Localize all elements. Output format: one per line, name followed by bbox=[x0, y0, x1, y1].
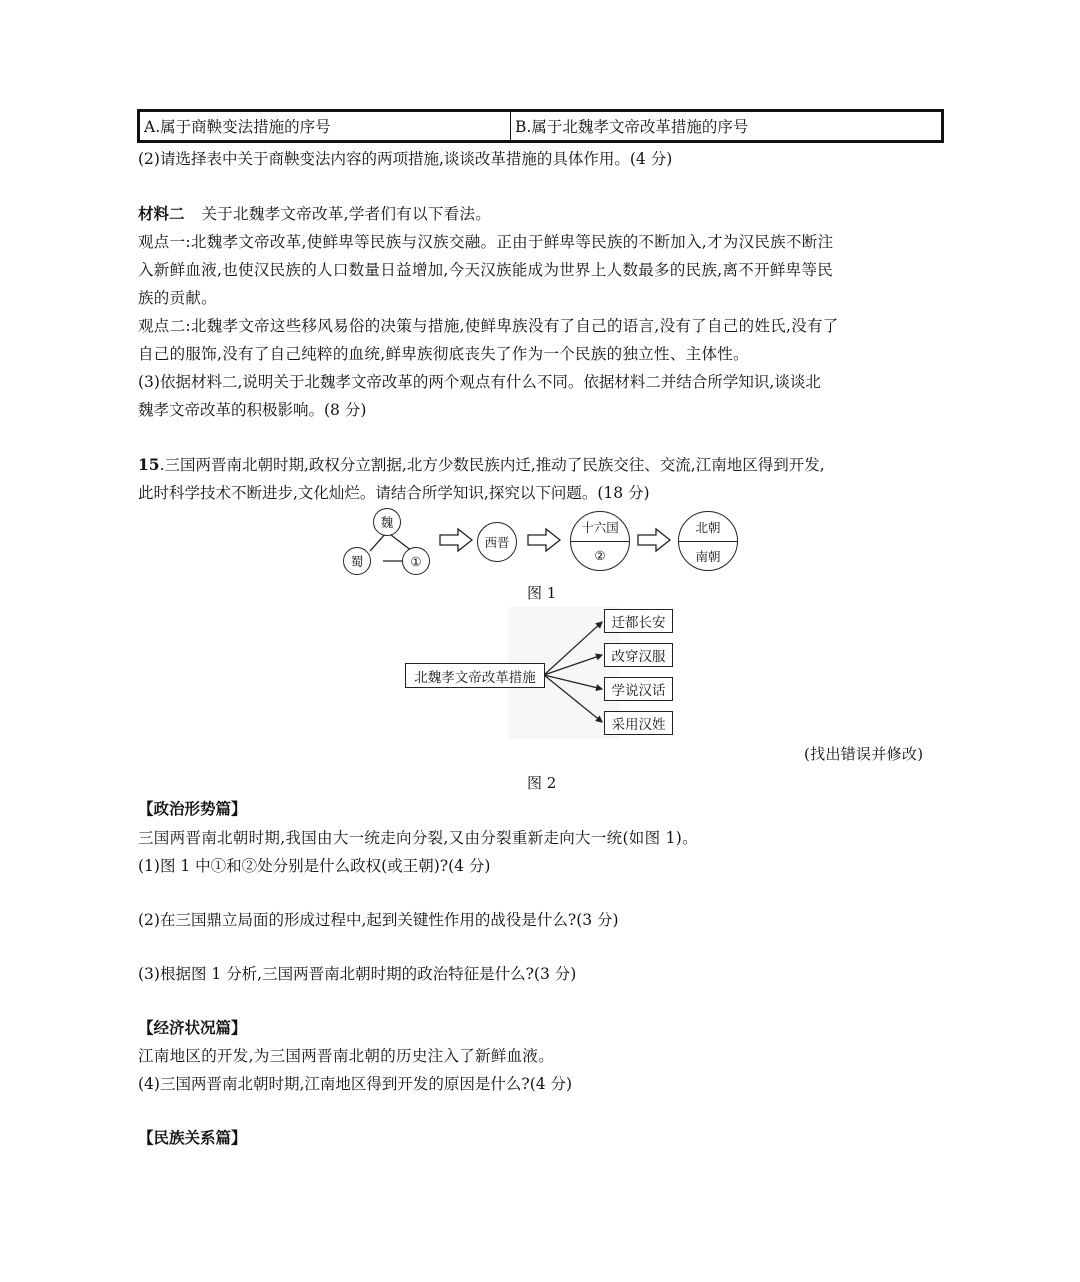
view1-line-1: 观点一:北魏孝文帝改革,使鲜卑等民族与汉族交融。正由于鲜卑等民族的不断加入,才为汉民族不断注 bbox=[138, 233, 834, 251]
beichao-label: 北朝 bbox=[695, 519, 721, 535]
shiliuguo-label: 十六国 bbox=[581, 519, 619, 535]
measure-item: 采用汉姓 bbox=[604, 711, 673, 735]
politics-q3: (3)根据图 1 分析,三国两晋南北朝时期的政治特征是什么?(3 分) bbox=[138, 965, 577, 983]
measure-item: 改穿汉服 bbox=[604, 643, 673, 667]
view2-line-1: 观点二:北魏孝文帝这些移风易俗的决策与措施,使鲜卑族没有了自己的语言,没有了自己的姓氏,没有了 bbox=[138, 317, 839, 335]
material2-intro: 关于北魏孝文帝改革,学者们有以下看法。 bbox=[201, 205, 492, 223]
reform-measures-box: 北魏孝文帝改革措施 bbox=[405, 663, 545, 688]
politics-intro: 三国两晋南北朝时期,我国由大一统走向分裂,又由分裂重新走向大一统(如图 1)。 bbox=[138, 829, 698, 847]
material2-label: 材料二 bbox=[138, 204, 185, 223]
dynasty-nanbeichao bbox=[678, 511, 738, 571]
question-3-line-2: 魏孝文帝改革的积极影响。(8 分) bbox=[138, 401, 367, 419]
question-15-line-1 bbox=[138, 455, 948, 475]
view2-line-2: 自己的服饰,没有了自己纯粹的血统,鲜卑族彻底丧失了作为一个民族的独立性、主体性。 bbox=[138, 345, 749, 363]
figure-1-caption: 图 1 bbox=[527, 584, 557, 602]
view1-line-3: 族的贡献。 bbox=[138, 289, 218, 307]
dynasty-xijin: 西晋 bbox=[477, 522, 517, 562]
politics-q1: (1)图 1 中①和②处分别是什么政权(或王朝)?(4 分) bbox=[138, 857, 491, 875]
material2-header bbox=[138, 204, 948, 224]
ethnic-heading: 【民族关系篇】 bbox=[138, 1128, 247, 1147]
arrow-icon bbox=[528, 529, 560, 551]
figure-2-arrows bbox=[540, 605, 610, 740]
question-15-text-1: .三国两晋南北朝时期,政权分立割据,北方少数民族内迁,推动了民族交往、交流,江南地区得到开发, bbox=[159, 456, 825, 474]
question-3-line-1: (3)依据材料二,说明关于北魏孝文帝改革的两个观点有什么不同。依据材料二并结合所学知识,谈谈北 bbox=[138, 373, 821, 391]
arrow-icon bbox=[440, 529, 472, 551]
arrow-icon bbox=[638, 529, 670, 551]
measures-table bbox=[137, 109, 944, 143]
question-15-number: 15 bbox=[138, 455, 160, 474]
economy-heading: 【经济状况篇】 bbox=[138, 1018, 247, 1037]
dynasty-shiliuguo bbox=[570, 511, 630, 571]
question-2: (2)请选择表中关于商鞅变法内容的两项措施,谈谈改革措施的具体作用。(4 分) bbox=[138, 150, 673, 168]
economy-q4: (4)三国两晋南北朝时期,江南地区得到开发的原因是什么?(4 分) bbox=[138, 1075, 573, 1093]
figure-2-note: (找出错误并修改) bbox=[804, 745, 924, 763]
table-col-b: B.属于北魏孝文帝改革措施的序号 bbox=[511, 111, 943, 142]
state-blank-2: ② bbox=[594, 548, 606, 563]
state-blank-1: ① bbox=[402, 547, 430, 575]
figure-2-caption: 图 2 bbox=[527, 774, 557, 792]
view1-line-2: 入新鲜血液,也使汉民族的人口数量日益增加,今天汉族能成为世界上人数最多的民族,离不开鲜卑等民 bbox=[138, 261, 834, 279]
economy-intro: 江南地区的开发,为三国两晋南北朝的历史注入了新鲜血液。 bbox=[138, 1047, 555, 1065]
question-15-line-2: 此时科学技术不断进步,文化灿烂。请结合所学知识,探究以下问题。(18 分) bbox=[138, 484, 650, 502]
state-wei: 魏 bbox=[373, 508, 401, 536]
measure-item: 学说汉话 bbox=[604, 677, 673, 701]
politics-q2: (2)在三国鼎立局面的形成过程中,起到关键性作用的战役是什么?(3 分) bbox=[138, 911, 619, 929]
state-shu: 蜀 bbox=[343, 547, 371, 575]
measure-item: 迁都长安 bbox=[604, 609, 673, 633]
nanchao-label: 南朝 bbox=[695, 548, 721, 564]
table-col-a: A.属于商鞅变法措施的序号 bbox=[139, 111, 511, 142]
politics-heading: 【政治形势篇】 bbox=[138, 799, 247, 818]
